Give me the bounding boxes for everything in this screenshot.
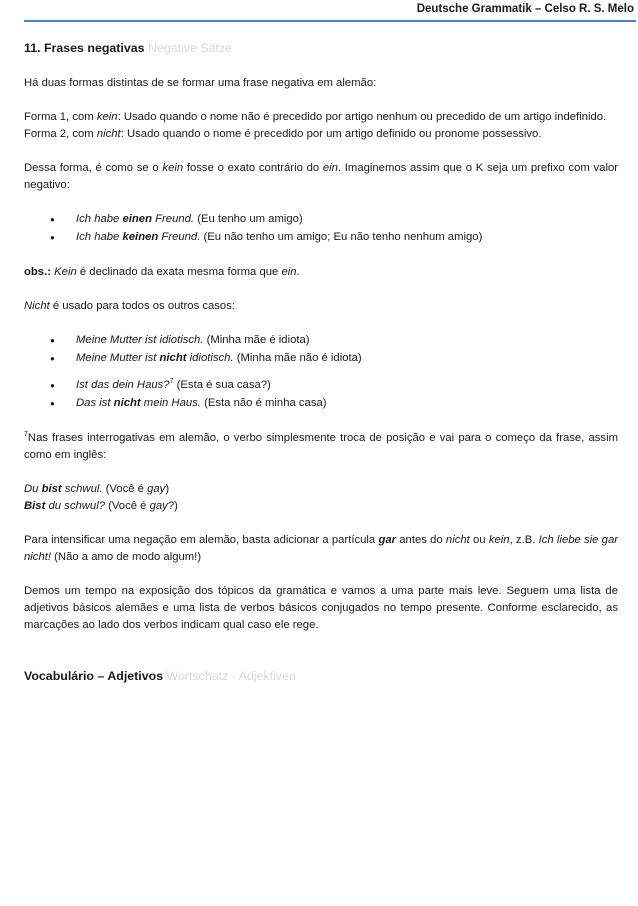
ex2-de-a: du schwul?: [45, 500, 105, 512]
example-list-nicht: [24, 332, 618, 368]
example-de-b: Freund.: [152, 213, 195, 225]
dessa-paragraph: [24, 160, 618, 194]
example-translation: (Eu tenho um amigo): [194, 213, 303, 225]
example-de-bold: nicht: [113, 397, 141, 409]
ex2-de-bold: Bist: [24, 500, 46, 512]
dessa-text-e: . Imaginemos assim que o K seja um prefixo com valor negativo:: [24, 162, 618, 191]
section-title: [24, 40, 618, 57]
list-item: [24, 350, 618, 368]
obs-label: obs.:: [24, 266, 51, 278]
forma2-text-c: : Usado quando o nome é precedido por um artigo definido ou pronome possessivo.: [120, 128, 542, 140]
list-item: [24, 332, 618, 350]
forma1-paragraph: [24, 109, 618, 126]
gar-term: gar: [378, 534, 397, 546]
list-item: [24, 377, 618, 395]
gar-example-de: Ich liebe sie gar nicht!: [24, 534, 619, 563]
dessa-term-kein: kein: [162, 162, 184, 174]
obs-term-kein: Kein: [51, 266, 77, 278]
obs-text-1: é declinado da exata mesma forma que: [76, 266, 282, 278]
footnote-text: Nas frases interrogativas em alemão, o verbo simplesmente troca de posição e vai para o começo da frase, assim como em inglês:: [24, 432, 618, 461]
forma2-term: nicht: [96, 128, 121, 140]
ex1-de-b: schwul.: [61, 483, 103, 495]
example-de-bold: einen: [122, 213, 152, 225]
forma2-paragraph: [24, 126, 618, 143]
header-text: Deutsche Grammatik – Celso R. S. Melo: [416, 3, 634, 15]
example-de-b: Freund.: [158, 231, 201, 243]
ex2-translation-b: ?): [167, 500, 178, 512]
forma1-text-c: : Usado quando o nome não é precedido por artigo nenhum ou precedido de um artigo indefinido.: [117, 111, 607, 123]
obs-paragraph: [24, 264, 618, 281]
example-translation: (Minha mãe não é idiota): [233, 352, 362, 364]
gar-text-a: Para intensificar uma negação em alemão, basta adicionar a partícula: [24, 534, 379, 546]
intro-paragraph: Há duas formas distintas de se formar uma frase negativa em alemão:: [24, 77, 377, 89]
obs-text-2: .: [296, 266, 300, 278]
gar-text-e: ou: [469, 534, 489, 546]
example-de-a: Meine Mutter ist: [76, 352, 160, 364]
running-header: [24, 0, 636, 22]
ex2-translation-italic: gay: [149, 500, 168, 512]
footnote-marker: 7: [169, 378, 174, 385]
obs-term-ein: ein: [281, 266, 297, 278]
ex1-translation-b: ): [165, 483, 170, 495]
footnote-number: 7: [24, 431, 28, 438]
ex1-translation-a: (Você é: [102, 483, 148, 495]
vocab-title-pt: Vocabulário – Adjetivos: [24, 669, 164, 683]
forma1-term: kein: [96, 111, 118, 123]
vocab-section-title: [24, 668, 618, 685]
nicht-term: Nicht: [24, 300, 50, 312]
example-de-a: Ich habe: [76, 231, 123, 243]
list-item: [24, 229, 618, 247]
example-de-b: mein Haus.: [140, 397, 201, 409]
gar-term-kein: kein: [488, 534, 510, 546]
closing-paragraph: Demos um tempo na exposição dos tópicos da gramática e vamos a uma parte mais leve. Seguem uma lista de adjetivos básicos alemães e uma lista de verbos básicos conjugados no tempo presente. Conforme esclarecido, as marcações ao lado dos verbos indicam qual caso ele rege.: [24, 585, 618, 631]
vocab-title-de: Wortschatz - Adjektiven: [166, 669, 296, 683]
forma1-text-a: Forma 1, com: [24, 111, 97, 123]
example-de-bold: keinen: [122, 231, 159, 243]
nicht-text: é usado para todos os outros casos:: [49, 300, 236, 312]
dessa-text-a: Dessa forma, é como se o: [24, 162, 163, 174]
example-line-question: [24, 498, 618, 515]
forma2-text-a: Forma 2, com: [24, 128, 97, 140]
example-translation: (Eu não tenho um amigo; Eu não tenho nenhum amigo): [200, 231, 483, 243]
gar-text-g: , z.B.: [509, 534, 539, 546]
gar-text-c: antes do: [396, 534, 446, 546]
ex2-translation-a: (Você é: [105, 500, 150, 512]
gar-paragraph: [24, 532, 618, 566]
ex1-translation-italic: gay: [147, 483, 166, 495]
dessa-term-ein: ein: [322, 162, 338, 174]
example-de-a: Das ist: [76, 397, 114, 409]
example-de-a: Ist das dein Haus?: [76, 379, 170, 391]
dessa-text-c: fosse o exato contrário do: [183, 162, 323, 174]
example-translation: (Esta é sua casa?): [173, 379, 271, 391]
footnote-paragraph: [24, 430, 618, 464]
ex1-de-bold: bist: [41, 483, 62, 495]
ex1-de-a: Du: [24, 483, 42, 495]
example-list-question: [24, 377, 618, 413]
example-de-a: Ich habe: [76, 213, 123, 225]
example-translation: (Minha mãe é idiota): [203, 334, 310, 346]
section-title-pt: 11. Frases negativas: [24, 41, 145, 55]
example-translation: (Esta não é minha casa): [200, 397, 327, 409]
example-line-statement: [24, 481, 618, 498]
list-item: [24, 395, 618, 413]
example-de-bold: nicht: [159, 352, 187, 364]
list-item: [24, 211, 618, 229]
example-de-a: Meine Mutter ist idiotisch.: [76, 334, 204, 346]
example-list-kein: [24, 211, 618, 247]
gar-translation: (Não a amo de modo algum!): [51, 551, 202, 563]
nicht-paragraph: [24, 298, 618, 315]
gar-term-nicht: nicht: [445, 534, 470, 546]
page-body: [24, 40, 618, 685]
section-title-de: Negative Sätze: [148, 41, 233, 55]
example-de-b: idiotisch.: [186, 352, 234, 364]
